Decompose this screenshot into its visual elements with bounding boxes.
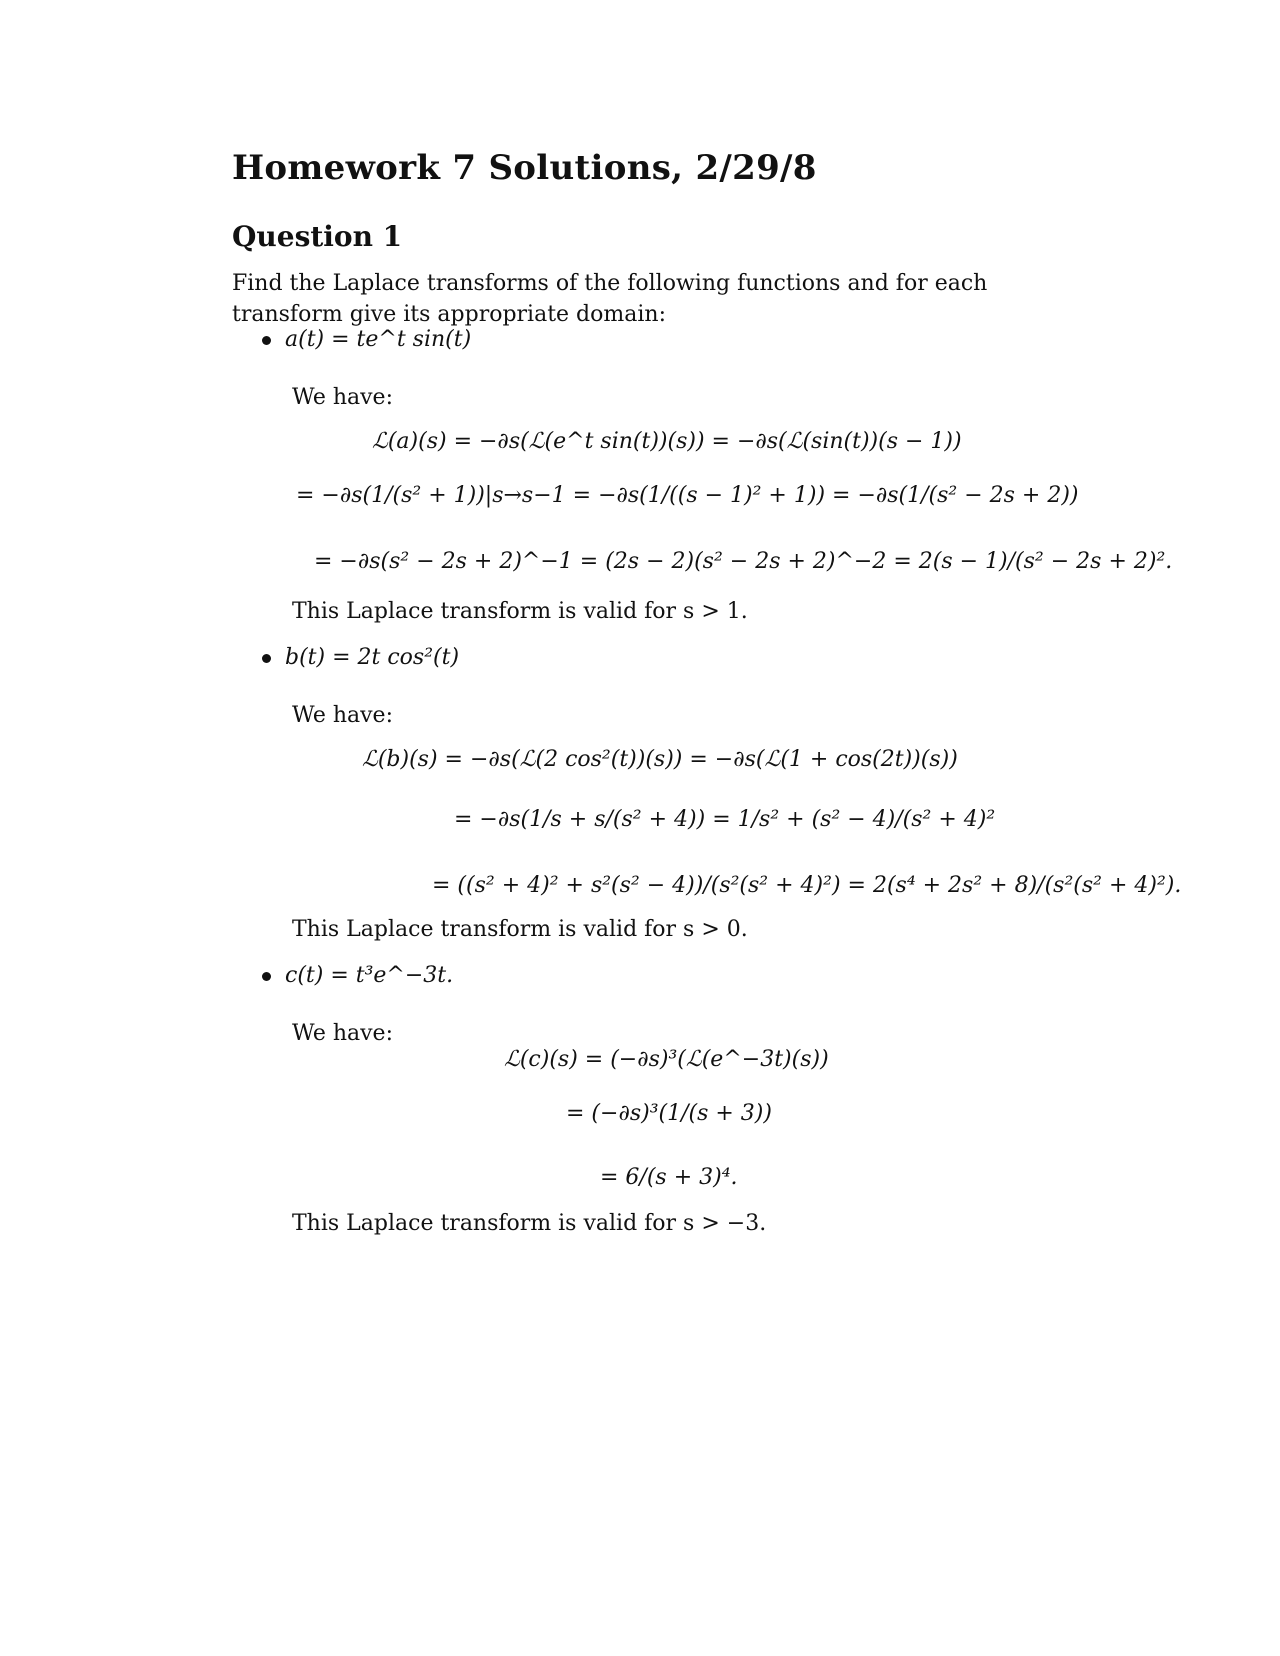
we-have-text-c: We have: (292, 1021, 393, 1046)
function-b-label: b(t) = 2t cos²(t) (285, 645, 460, 670)
bullet-item-a (262, 326, 471, 354)
we-have-text-b: We have: (292, 703, 393, 728)
bullet-dot (262, 654, 271, 663)
equation-c-line-1: ℒ(c)(s) = (−∂s)³(ℒ(e^−3t)(s)) (504, 1047, 829, 1072)
equation-c-line-3: = 6/(s + 3)⁴. (600, 1165, 738, 1190)
domain-text-b: This Laplace transform is valid for s > 0. (292, 917, 748, 942)
bullet-dot (262, 972, 271, 981)
equation-b-line-2: = −∂s(1/s + s/(s² + 4)) = 1/s² + (s² − 4)/(s² + 4)² (454, 807, 996, 832)
question-intro: Find the Laplace transforms of the following functions and for each transform give its appropriate domain: (232, 271, 988, 327)
we-have-text-a: We have: (292, 385, 393, 410)
equation-a-line-3: = −∂s(s² − 2s + 2)^−1 = (2s − 2)(s² − 2s + 2)^−2 = 2(s − 1)/(s² − 2s + 2)². (314, 549, 1173, 574)
domain-text-a: This Laplace transform is valid for s > 1. (292, 599, 748, 624)
bullet-item-c (262, 962, 453, 990)
equation-a-line-2: = −∂s(1/(s² + 1))|s→s−1 = −∂s(1/((s − 1)² + 1)) = −∂s(1/(s² − 2s + 2)) (296, 483, 1079, 508)
equation-b-line-1: ℒ(b)(s) = −∂s(ℒ(2 cos²(t))(s)) = −∂s(ℒ(1 + cos(2t))(s)) (362, 747, 958, 772)
bullet-item-b (262, 644, 459, 672)
equation-c-line-2: = (−∂s)³(1/(s + 3)) (566, 1101, 772, 1126)
page-title: Homework 7 Solutions, 2/29/8 (232, 148, 817, 188)
equation-a-line-1: ℒ(a)(s) = −∂s(ℒ(e^t sin(t))(s)) = −∂s(ℒ(sin(t))(s − 1)) (372, 429, 962, 454)
section-heading: Question 1 (232, 220, 403, 253)
equation-b-line-3: = ((s² + 4)² + s²(s² − 4))/(s²(s² + 4)²) = 2(s⁴ + 2s² + 8)/(s²(s² + 4)²). (432, 873, 1182, 898)
domain-text-c: This Laplace transform is valid for s > −3. (292, 1211, 767, 1236)
function-a-label: a(t) = te^t sin(t) (285, 327, 472, 352)
function-c-label: c(t) = t³e^−3t. (285, 963, 454, 988)
bullet-dot (262, 336, 271, 345)
